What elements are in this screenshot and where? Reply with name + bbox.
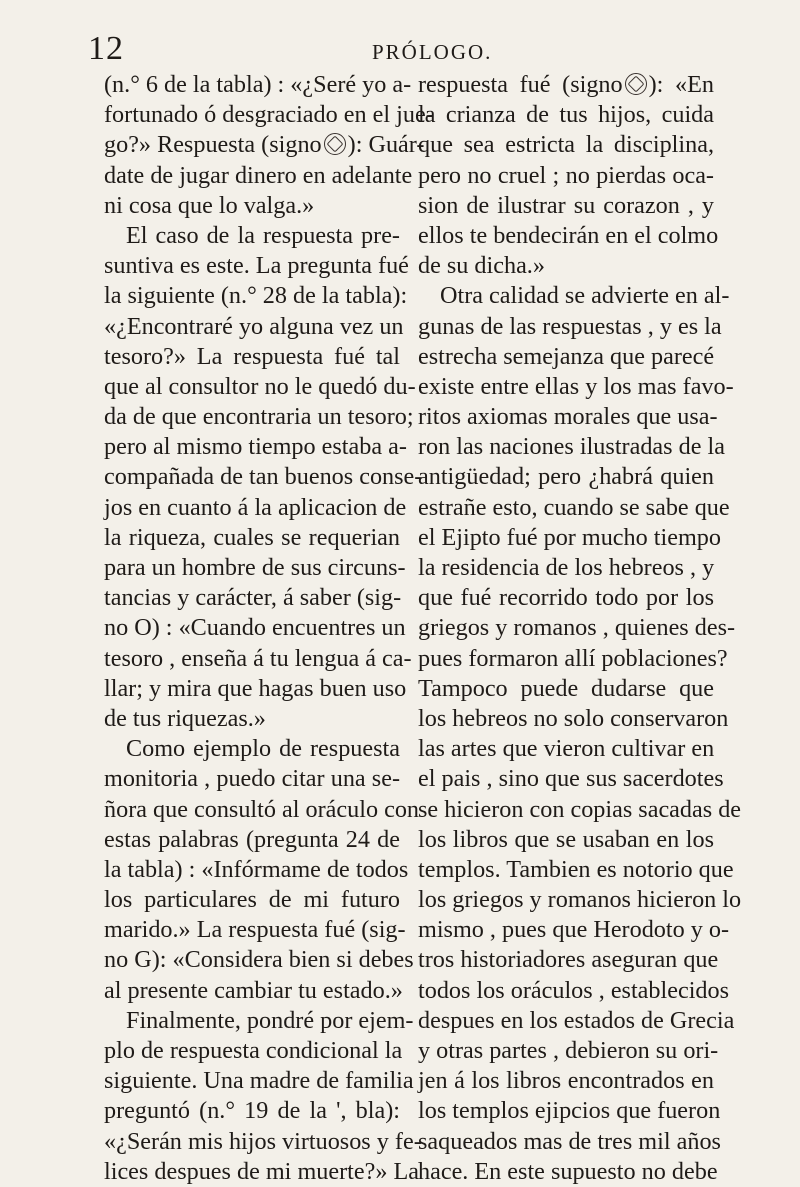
text-line: preguntó (n.° 19 de la ', bla): <box>104 1097 400 1125</box>
line-segment: ): «En <box>648 71 714 98</box>
text-line: pues formaron allí poblaciones? <box>418 644 728 672</box>
text-line: no G): «Considera bien si debes <box>104 946 414 974</box>
ornamental-sign-icon <box>625 73 647 95</box>
text-line: ñora que consultó al oráculo con <box>104 795 420 823</box>
text-line: la residencia de los hebreos , y <box>418 554 715 581</box>
text-line: Tampoco puede dudarse que <box>418 674 714 702</box>
text-line: jen á los libros encontrados en <box>418 1067 714 1095</box>
text-line: compañada de tan buenos conse- <box>104 463 423 491</box>
text-line: los libros que se usaban en los <box>418 825 714 853</box>
text-line: ritos axiomas morales que usa- <box>418 403 718 431</box>
text-line: tros historiadores aseguran que <box>418 946 719 974</box>
text-line: que sea estricta la disciplina, <box>418 131 714 159</box>
text-line: que al consultor no le quedó du- <box>104 372 416 400</box>
line-segment: go?» Respuesta (signo <box>104 131 322 159</box>
text-line: los particulares de mi futuro <box>104 886 400 914</box>
text-line: pero al mismo tiempo estaba a- <box>104 433 407 461</box>
text-line: tesoro , enseña á tu lengua á ca- <box>104 644 412 672</box>
text-line: plo de respuesta condicional la <box>104 1037 403 1064</box>
text-line: hace. En este supuesto no debe <box>418 1157 718 1185</box>
text-line: el pais , sino que sus sacerdotes <box>418 765 724 793</box>
text-line: el Ejipto fué por mucho tiempo <box>418 523 721 551</box>
text-line: de tus riquezas.» <box>104 704 266 732</box>
text-line: pero no cruel ; no pierdas oca- <box>418 161 714 189</box>
text-line: la crianza de tus hijos, cuida <box>418 101 714 129</box>
text-line: lices despues de mi muerte?» La <box>104 1157 419 1185</box>
text-line: Como ejemplo de respuesta <box>126 735 400 763</box>
text-line: los hebreos no solo conservaron <box>418 704 729 732</box>
text-line: saqueados mas de tres mil años <box>418 1127 721 1155</box>
page-header <box>0 30 800 70</box>
running-head: PRÓLOGO. <box>372 40 493 64</box>
right-column <box>418 70 742 1187</box>
text-line: despues en los estados de Grecia <box>418 1006 735 1034</box>
text-line: todos los oráculos , establecidos <box>418 976 730 1004</box>
text-line: ron las naciones ilustradas de la <box>418 433 725 461</box>
text-line: de su dicha.» <box>418 252 545 280</box>
text-line: la siguiente (n.° 28 de la tabla): <box>104 282 408 310</box>
text-line: gunas de las respuestas , y es la <box>418 312 722 340</box>
line-segment: ): Guár- <box>347 131 425 159</box>
text-line <box>104 130 425 160</box>
text-line: las artes que vieron cultivar en <box>418 735 715 763</box>
text-line: los griegos y romanos hicieron lo <box>418 886 742 914</box>
text-line: la tabla) : «Infórmame de todos <box>104 855 409 883</box>
text-line: ni cosa que lo valga.» <box>104 191 315 219</box>
text-line: llar; y mira que hagas buen uso <box>104 674 407 702</box>
text-line: templos. Tambien es notorio que <box>418 855 734 883</box>
text-line: «¿Encontraré yo alguna vez un <box>104 312 404 340</box>
text-line: se hicieron con copias sacadas de <box>418 795 742 823</box>
text-line: El caso de la respuesta pre- <box>126 221 400 249</box>
text-line: sion de ilustrar su corazon , y <box>418 191 714 219</box>
text-line: no O) : «Cuando encuentres un <box>104 614 406 642</box>
text-line: siguiente. Una madre de familia <box>104 1067 414 1095</box>
text-line: «¿Serán mis hijos virtuosos y fe- <box>104 1127 422 1155</box>
text-line: la riqueza, cuales se requerian <box>104 523 400 551</box>
text-line: estrañe esto, cuando se sabe que <box>418 493 730 521</box>
text-line: marido.» La respuesta fué (sig- <box>104 916 406 944</box>
text-line: Otra calidad se advierte en al- <box>440 282 730 310</box>
text-line: los templos ejipcios que fueron <box>418 1097 721 1125</box>
text-line: (n.° 6 de la tabla) : «¿Seré yo a- <box>104 71 412 98</box>
text-line: mismo , pues que Herodoto y o- <box>418 916 730 944</box>
text-line: fortunado ó desgraciado en el jue- <box>104 101 434 129</box>
text-line: suntiva es este. La pregunta fué <box>104 252 409 280</box>
text-line <box>418 70 714 100</box>
line-segment: respuesta fué (signo <box>418 71 623 98</box>
text-line: para un hombre de sus circuns- <box>104 554 406 581</box>
text-line: que fué recorrido todo por los <box>418 584 714 612</box>
text-line: monitoria , puedo citar una se- <box>104 765 400 793</box>
text-line: al presente cambiar tu estado.» <box>104 976 403 1004</box>
ornamental-sign-icon <box>324 133 346 155</box>
text-line: tesoro?» La respuesta fué tal <box>104 342 400 370</box>
page-number: 12 <box>88 30 124 67</box>
text-line: da de que encontraria un tesoro; <box>104 403 414 431</box>
text-line: existe entre ellas y los mas favo- <box>418 372 734 400</box>
text-line: jos en cuanto á la aplicacion de <box>104 493 407 521</box>
text-line: griegos y romanos , quienes des- <box>418 614 736 642</box>
left-column <box>104 70 434 1187</box>
text-line: estas palabras (pregunta 24 de <box>104 825 400 853</box>
text-line: date de jugar dinero en adelante <box>104 161 413 189</box>
text-line: tancias y carácter, á saber (sig- <box>104 584 402 612</box>
text-line: y otras partes , debieron su ori- <box>418 1037 719 1064</box>
text-line: estrecha semejanza que parecé <box>418 342 715 370</box>
text-line: ellos te bendecirán en el colmo <box>418 221 719 249</box>
text-line: antigüedad; pero ¿habrá quien <box>418 463 714 491</box>
text-line: Finalmente, pondré por ejem- <box>126 1006 414 1034</box>
